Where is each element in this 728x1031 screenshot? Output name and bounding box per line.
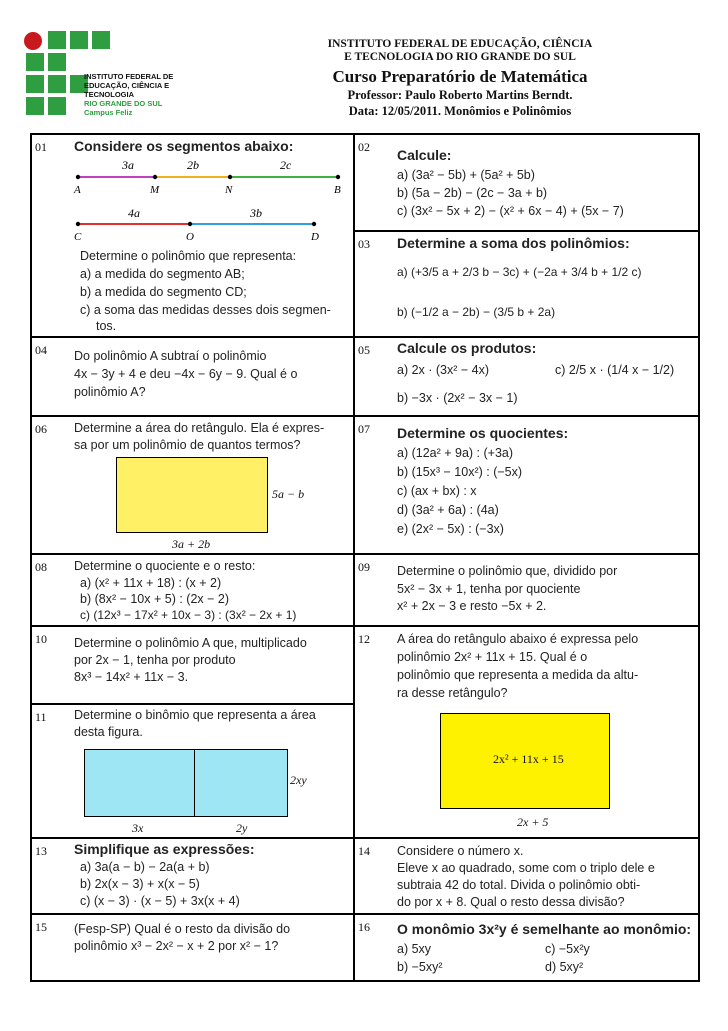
date-line: Data: 12/05/2011. Monômios e Polinômios	[348, 104, 572, 118]
q01-prompt: Determine o polinômio que representa:	[80, 249, 297, 263]
q08-item-b: b) (8x² − 10x + 5) : (2x − 2)	[80, 592, 230, 606]
q01-item-a: a) a medida do segmento AB;	[80, 267, 245, 281]
question-15	[31, 914, 354, 981]
q02-item-b: b) (5a − 2b) − (2c − 3a + b)	[397, 186, 548, 200]
question-number: 14	[358, 844, 370, 858]
q16-item-a: a) 5xy	[397, 942, 432, 956]
header-text	[300, 38, 620, 119]
q07-item-e: e) (2x² − 5x) : (−3x)	[397, 522, 504, 536]
q04-line1: Do polinômio A subtraí o polinômio	[74, 349, 267, 363]
logo-line1: INSTITUTO FEDERAL DE	[84, 72, 174, 81]
question-number: 08	[35, 560, 47, 574]
question-number: 02	[358, 140, 370, 154]
q16-item-c: c) −5x²y	[545, 942, 590, 956]
question-07	[354, 416, 699, 554]
q01-item-b: b) a medida do segmento CD;	[80, 285, 247, 299]
q16-item-d: d) 5xy²	[545, 960, 584, 974]
q05-item-a: a) 2x · (3x² − 4x)	[397, 363, 490, 377]
question-number: 13	[35, 844, 47, 858]
point-A: A	[74, 184, 81, 196]
question-number: 03	[358, 237, 370, 251]
question-number: 07	[358, 422, 370, 436]
q16-title: O monômio 3x²y é semelhante ao monômio:	[397, 921, 692, 937]
q06-side-label: 5a − b	[272, 487, 305, 501]
q11-line2: desta figura.	[74, 725, 143, 739]
institute-name-1: INSTITUTO FEDERAL DE EDUCAÇÃO, CIÊNCIA	[327, 38, 593, 50]
q12-inner-label: 2x² + 11x + 15	[493, 752, 564, 766]
q11-base2-label: 2y	[236, 821, 248, 835]
question-09	[354, 554, 699, 626]
q02-title: Calcule:	[397, 147, 452, 163]
q12-line4: ra desse retângulo?	[397, 686, 508, 700]
question-04	[31, 337, 354, 416]
q14-line4: do por x + 8. Qual o resto dessa divisão?	[397, 895, 625, 909]
q14-line2: Eleve x ao quadrado, some com o triplo dele e	[397, 861, 655, 875]
logo-line2: EDUCAÇÃO, CIÊNCIA E TECNOLOGIA	[84, 81, 170, 99]
question-16	[354, 914, 699, 981]
point-D: D	[311, 231, 319, 243]
q07-item-a: a) (12a² + 9a) : (+3a)	[397, 446, 514, 460]
seg2-label-1: 4a	[128, 206, 140, 220]
institute-name-2: E TECNOLOGIA DO RIO GRANDE DO SUL	[344, 51, 576, 63]
exercise-grid	[30, 133, 700, 982]
q11-side-label: 2xy	[290, 773, 307, 787]
logo-line4: Campus Feliz	[84, 108, 133, 117]
question-number: 05	[358, 343, 370, 357]
q11-base1-label: 3x	[132, 821, 144, 835]
q11-rect-right	[194, 749, 288, 817]
q13-title: Simplifique as expressões:	[74, 841, 255, 857]
q03-title: Determine a soma dos polinômios:	[397, 235, 630, 251]
q06-line1: Determine a área do retângulo. Ela é expres-	[74, 421, 325, 435]
point-O: O	[186, 231, 194, 243]
page-header	[0, 0, 728, 132]
question-14	[354, 838, 699, 914]
question-12	[354, 626, 699, 838]
institute-logo	[22, 28, 192, 123]
question-10	[31, 626, 354, 704]
q10-line1: Determine o polinômio A que, multiplicado	[74, 636, 307, 650]
q07-title: Determine os quocientes:	[397, 425, 569, 441]
q07-item-d: d) (3a² + 6a) : (4a)	[397, 503, 499, 517]
question-06	[31, 416, 354, 554]
q08-title: Determine o quociente e o resto:	[74, 559, 256, 573]
q12-base-label: 2x + 5	[517, 815, 549, 829]
q13-item-a: a) 3a(a − b) − 2a(a + b)	[80, 860, 210, 874]
question-number: 15	[35, 920, 47, 934]
question-01	[31, 134, 354, 337]
q04-line2: 4x − 3y + 4 e deu −4x − 6y − 9. Qual é o	[74, 367, 298, 381]
question-05	[354, 337, 699, 416]
question-number: 10	[35, 632, 47, 646]
course-title: Curso Preparatório de Matemática	[332, 67, 588, 86]
q01-item-c: c) a soma das medidas desses dois segmen-	[80, 303, 331, 317]
seg1-label-1: 3a	[122, 158, 134, 172]
q04-line3: polinômio A?	[74, 385, 146, 399]
q07-item-b: b) (15x³ − 10x²) : (−5x)	[397, 465, 523, 479]
question-number: 12	[358, 632, 370, 646]
professor-line: Professor: Paulo Roberto Martins Berndt.	[347, 88, 573, 102]
q13-item-c: c) (x − 3) · (x − 5) + 3x(x + 4)	[80, 894, 240, 908]
q10-line2: por 2x − 1, tenha por produto	[74, 653, 236, 667]
point-N: N	[225, 184, 233, 196]
seg2-label-2: 3b	[250, 206, 262, 220]
question-number: 06	[35, 422, 47, 436]
q14-line1: Considere o número x.	[397, 844, 524, 858]
q01-title: Considere os segmentos abaixo:	[74, 138, 294, 154]
q07-item-c: c) (ax + bx) : x	[397, 484, 477, 498]
q11-rect-left	[84, 749, 196, 817]
question-13	[31, 838, 354, 914]
q05-item-b: b) −3x · (2x² − 3x − 1)	[397, 391, 518, 405]
question-08	[31, 554, 354, 626]
q12-rectangle	[440, 713, 610, 809]
question-number: 09	[358, 560, 370, 574]
question-number: 11	[35, 710, 47, 724]
q06-line2: sa por um polinômio de quantos termos?	[74, 438, 301, 452]
q03-item-b: b) (−1/2 a − 2b) − (3/5 b + 2a)	[397, 305, 556, 319]
seg1-label-3: 2c	[280, 158, 292, 172]
question-number: 16	[358, 920, 370, 934]
point-C: C	[74, 231, 82, 243]
question-number: 01	[35, 140, 47, 154]
question-02	[354, 134, 699, 231]
q12-line3: polinômio que representa a medida da altu-	[397, 668, 639, 682]
q01-item-c-cont: tos.	[96, 319, 117, 333]
q12-line2: polinômio 2x² + 11x + 15. Qual é o	[397, 650, 588, 664]
q06-rectangle	[116, 457, 268, 533]
q15-line2: polinômio x³ − 2x² − x + 2 por x² − 1?	[74, 939, 279, 953]
question-11	[31, 704, 354, 838]
q13-item-b: b) 2x(x − 3) + x(x − 5)	[80, 877, 200, 891]
q02-item-a: a) (3a² − 5b) + (5a² + 5b)	[397, 168, 535, 182]
q08-item-c: c) (12x³ − 17x² + 10x − 3) : (3x² − 2x + 1)	[80, 608, 297, 622]
q08-item-a: a) (x² + 11x + 18) : (x + 2)	[80, 576, 222, 590]
q15-line1: (Fesp-SP) Qual é o resto da divisão do	[74, 922, 291, 936]
point-B: B	[334, 184, 341, 196]
point-M: M	[150, 184, 160, 196]
logo-line3: RIO GRANDE DO SUL	[84, 99, 163, 108]
q09-line3: x² + 2x − 3 e resto −5x + 2.	[397, 599, 547, 613]
q05-item-c: c) 2/5 x · (1/4 x − 1/2)	[555, 363, 675, 377]
q09-line2: 5x² − 3x + 1, tenha por quociente	[397, 582, 581, 596]
question-03	[354, 231, 699, 337]
q16-item-b: b) −5xy²	[397, 960, 443, 974]
q02-item-c: c) (3x² − 5x + 2) − (x² + 6x − 4) + (5x − 7)	[397, 204, 624, 218]
q05-title: Calcule os produtos:	[397, 340, 537, 356]
q11-line1: Determine o binômio que representa a área	[74, 708, 316, 722]
q03-item-a: a) (+3/5 a + 2/3 b − 3c) + (−2a + 3/4 b + 1/2 c)	[397, 265, 642, 279]
question-number: 04	[35, 343, 47, 357]
q01-segments-figure	[70, 157, 350, 249]
q06-base-label: 3a + 2b	[172, 537, 211, 551]
q10-line3: 8x³ − 14x² + 11x − 3.	[74, 670, 189, 684]
q09-line1: Determine o polinômio que, dividido por	[397, 564, 618, 578]
seg1-label-2: 2b	[187, 158, 199, 172]
q12-line1: A área do retângulo abaixo é expressa pelo	[397, 632, 639, 646]
q14-line3: subtraia 42 do total. Divida o polinômio obti-	[397, 878, 641, 892]
